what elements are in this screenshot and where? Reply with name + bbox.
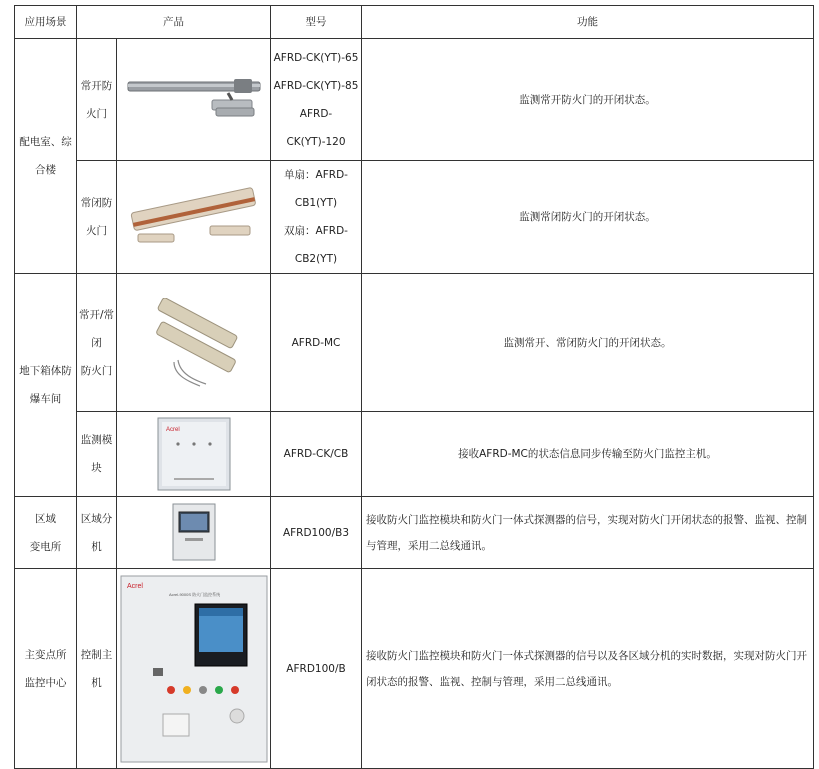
header-scene: 应用场景 bbox=[15, 6, 77, 39]
product-image-cell bbox=[117, 161, 271, 274]
table-row bbox=[15, 497, 814, 569]
scene-text: 变电所 bbox=[29, 540, 62, 553]
product-image-cell bbox=[117, 412, 271, 497]
product-spec-table bbox=[14, 5, 814, 769]
scene-text: 监控中心 bbox=[24, 676, 67, 689]
model-cell: AFRD100/B3 bbox=[271, 497, 362, 569]
product-image-cell bbox=[117, 497, 271, 569]
product-image-cell bbox=[117, 39, 271, 161]
sub-scene-cell bbox=[77, 412, 117, 497]
sub-scene-text: 火门 bbox=[86, 107, 107, 120]
function-cell: 监测常闭防火门的开闭状态。 bbox=[362, 161, 814, 274]
host-title-text: Acrel-9000S 防火门监控系统 bbox=[168, 591, 220, 597]
scene-text: 主变点所 bbox=[24, 648, 67, 661]
header-model: 型号 bbox=[271, 6, 362, 39]
sub-scene-text: 防火门 bbox=[80, 364, 113, 377]
table-row bbox=[15, 39, 814, 161]
brand-logo-text: Acrel bbox=[165, 427, 180, 433]
model-text: AFRD-CK(YT)-65 bbox=[273, 51, 359, 64]
magnetic-bar-image bbox=[124, 182, 264, 252]
product-image-cell bbox=[117, 274, 271, 412]
scene-cell bbox=[15, 569, 77, 769]
function-cell: 监测常开防火门的开闭状态。 bbox=[362, 39, 814, 161]
product-image-cell bbox=[117, 569, 271, 769]
function-cell: 接收AFRD-MC的状态信息同步传输至防火门监控主机。 bbox=[362, 412, 814, 497]
model-text: AFRD- bbox=[299, 107, 333, 120]
header-function: 功能 bbox=[362, 6, 814, 39]
model-cell bbox=[271, 161, 362, 274]
model-text: 双扇：AFRD- bbox=[284, 225, 348, 237]
scene-text: 地下箱体防 bbox=[19, 365, 72, 377]
sub-scene-text: 块 bbox=[91, 462, 102, 474]
sub-scene-text: 常开防 bbox=[80, 79, 113, 92]
function-cell: 接收防火门监控模块和防火门一体式探测器的信号，实现对防火门开闭状态的报警、监视、控制与管理，采用二总线通讯。 bbox=[362, 497, 814, 569]
sub-scene-cell bbox=[77, 161, 117, 274]
sub-scene-text: 常闭防 bbox=[80, 197, 113, 209]
scene-text: 爆车间 bbox=[29, 393, 62, 405]
brand-logo-text: Acrel bbox=[126, 582, 143, 590]
sub-scene-cell bbox=[77, 39, 117, 161]
sub-scene-text: 机 bbox=[91, 540, 102, 553]
header-product: 产品 bbox=[77, 6, 271, 39]
main-host-image bbox=[119, 574, 269, 764]
scene-text: 区域 bbox=[35, 512, 56, 525]
model-text: CB2(YT) bbox=[294, 253, 338, 265]
model-cell: AFRD-MC bbox=[271, 274, 362, 412]
table-header-row bbox=[15, 6, 814, 39]
sub-scene-text: 监测模 bbox=[80, 434, 113, 446]
table-row bbox=[15, 412, 814, 497]
sub-scene-text: 机 bbox=[91, 676, 102, 689]
model-cell bbox=[271, 39, 362, 161]
scene-cell bbox=[15, 497, 77, 569]
closer-arm-image bbox=[124, 70, 264, 130]
model-text: 单扇：AFRD- bbox=[284, 169, 348, 181]
model-text: CK(YT)-120 bbox=[286, 135, 346, 148]
sub-scene-cell bbox=[77, 274, 117, 412]
sub-scene-cell bbox=[77, 497, 117, 569]
model-text: AFRD-CK(YT)-85 bbox=[273, 79, 359, 92]
sub-scene-text: 控制主 bbox=[80, 648, 113, 661]
sub-scene-text: 闭 bbox=[91, 336, 102, 349]
monitor-module-image bbox=[154, 416, 234, 492]
function-cell: 监测常开、常闭防火门的开闭状态。 bbox=[362, 274, 814, 412]
table-row bbox=[15, 274, 814, 412]
sub-scene-text: 火门 bbox=[86, 225, 107, 237]
door-sensor-image bbox=[134, 298, 254, 388]
model-cell: AFRD-CK/CB bbox=[271, 412, 362, 497]
sub-scene-cell bbox=[77, 569, 117, 769]
table-row bbox=[15, 161, 814, 274]
sub-scene-text: 区域分 bbox=[80, 512, 113, 525]
scene-cell bbox=[15, 39, 77, 274]
scene-text: 合楼 bbox=[35, 164, 56, 176]
table-row bbox=[15, 569, 814, 769]
scene-cell bbox=[15, 274, 77, 497]
sub-scene-text: 常开/常 bbox=[78, 308, 115, 321]
function-cell: 接收防火门监控模块和防火门一体式探测器的信号以及各区域分机的实时数据，实现对防火门开闭状态的报警、监视、控制与管理，采用二总线通讯。 bbox=[362, 569, 814, 769]
scene-text: 配电室、综 bbox=[19, 136, 72, 148]
region-unit-image bbox=[169, 502, 219, 564]
model-cell: AFRD100/B bbox=[271, 569, 362, 769]
model-text: CB1(YT) bbox=[294, 197, 338, 209]
